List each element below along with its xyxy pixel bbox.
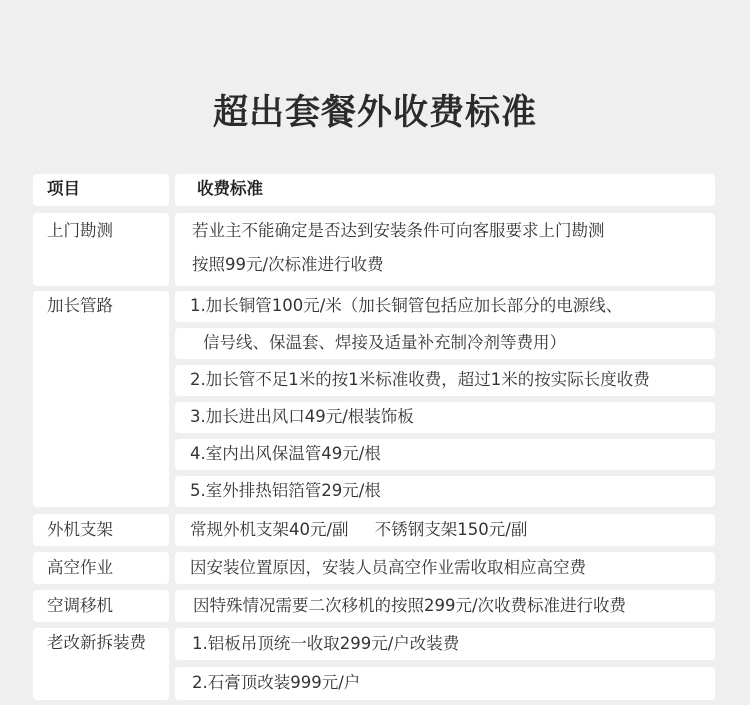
standard-line: 3.加长进出风口49元/根装饰板 xyxy=(190,407,414,426)
standard-line: 1.加长铜管100元/米（加长铜管包括应加长部分的电源线、 xyxy=(190,296,623,315)
header-item-label: 项目 xyxy=(47,179,80,198)
standard-line: 1.铝板吊顶统一收取299元/户改装费 xyxy=(192,634,460,653)
row-item-label: 老改新拆装费 xyxy=(47,633,146,652)
row-item-cell xyxy=(33,628,169,700)
header-item-cell xyxy=(33,174,169,206)
standard-line: 若业主不能确定是否达到安装条件可向客服要求上门勘测 xyxy=(192,221,605,240)
standard-line: 按照99元/次标准进行收费 xyxy=(192,255,384,274)
standard-line: 常规外机支架40元/副 不锈钢支架150元/副 xyxy=(190,520,528,539)
standard-line: 2.加长管不足1米的按1米标准收费，超过1米的按实际长度收费 xyxy=(190,370,650,389)
standard-line: 2.石膏顶改装999元/户 xyxy=(192,673,361,692)
row-standard-cell xyxy=(175,291,715,322)
standard-line: 因安装位置原因，安装人员高空作业需收取相应高空费 xyxy=(190,558,586,577)
row-standard-cell xyxy=(175,628,715,660)
standard-line: 5.室外排热铝箔管29元/根 xyxy=(190,481,381,500)
row-standard-cell xyxy=(175,439,715,470)
row-standard-cell xyxy=(175,365,715,396)
row-item-cell xyxy=(33,291,169,507)
row-standard-cell xyxy=(175,667,715,700)
row-item-cell xyxy=(33,213,169,286)
row-item-label: 加长管路 xyxy=(47,296,113,315)
standard-line: 因特殊情况需要二次移机的按照299元/次收费标准进行收费 xyxy=(193,596,627,615)
row-item-label: 高空作业 xyxy=(47,558,113,577)
row-item-label: 空调移机 xyxy=(47,596,113,615)
header-standard-cell xyxy=(175,174,715,206)
row-standard-cell xyxy=(175,476,715,507)
row-item-label: 上门勘测 xyxy=(47,221,113,240)
row-item-cell xyxy=(33,552,169,584)
header-standard-label: 收费标准 xyxy=(197,179,263,198)
standard-line: 信号线、保温套、焊接及适量补充制冷剂等费用） xyxy=(203,333,566,352)
row-standard-cell xyxy=(175,552,715,584)
row-standard-cell xyxy=(175,402,715,433)
page-title: 超出套餐外收费标准 xyxy=(212,93,537,133)
row-standard-cell xyxy=(175,328,715,359)
row-item-label: 外机支架 xyxy=(47,520,113,539)
row-standard-cell xyxy=(175,514,715,546)
row-item-cell xyxy=(33,514,169,546)
row-standard-cell xyxy=(175,590,715,622)
standard-line: 4.室内出风保温管49元/根 xyxy=(190,444,381,463)
row-item-cell xyxy=(33,590,169,622)
row-standard-cell xyxy=(175,213,715,286)
